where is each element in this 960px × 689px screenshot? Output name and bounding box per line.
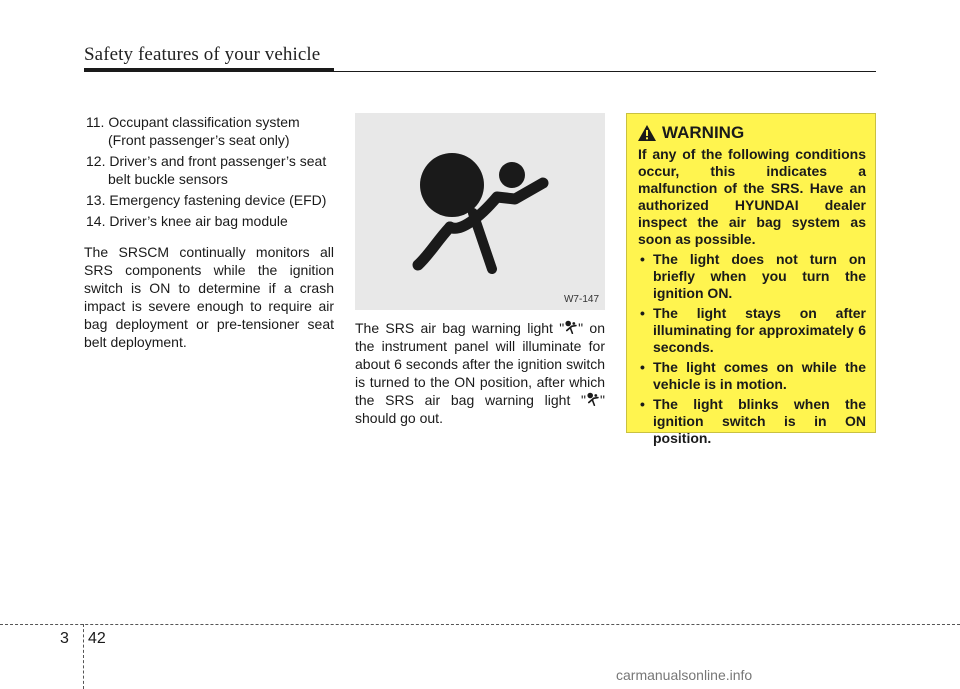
header-rule-thick [84,68,334,72]
srscm-paragraph: The SRSCM continually monitors all SRS components while the ignition switch is ON to determine if a crash impact is severe enough to require air bag deployment or pre-tensioner seat belt deployment. [84,244,334,350]
srs-text-part-3: " should go out. [355,392,605,426]
warning-intro: If any of the following conditions occur, this indicates a malfunction of the SRS. Have an authorized HYUNDAI dealer inspect the air bag system as soon as possible. [638,146,866,247]
warning-bullet: • The light stays on after illuminating for approximately 6 seconds. [638,305,866,356]
middle-column [355,319,605,427]
footer-vertical-divider [83,624,84,689]
footer-divider [0,624,960,625]
srs-text-part-2: " on the instrument panel will illuminate for about 6 seconds after the ignition switch is turned to the ON position, after which the SRS air bag warning light " [355,320,605,408]
chapter-number: 3 [60,630,69,647]
srs-text-part-1: The SRS air bag warning light " [355,320,565,336]
list-item: 11. Occupant classification system (Front passenger’s seat only) [86,114,300,148]
airbag-warning-icon [564,320,578,334]
warning-triangle-icon [638,125,656,141]
airbag-figure [355,113,605,310]
warning-bullets [638,251,866,447]
warning-box [626,113,876,446]
list-item: 13. Emergency fastening device (EFD) [86,192,327,208]
list-item: 14. Driver’s knee air bag module [86,213,288,229]
page-header-title: Safety features of your vehicle [84,44,321,65]
warning-header [638,124,866,141]
warning-bullet: • The light does not turn on briefly when you turn the ignition ON. [638,251,866,302]
page-number: 42 [88,630,106,647]
header-rule-thin [334,71,876,72]
list-item: 12. Driver’s and front passenger’s seat belt buckle sensors [86,153,327,187]
airbag-warning-icon [586,392,600,406]
warning-title: WARNING [662,123,745,142]
airbag-warning-icon [355,113,605,310]
watermark: carmanualsonline.info [616,667,753,683]
left-column [84,113,334,351]
warning-bullet: • The light comes on while the vehicle is in motion. [638,359,866,393]
figure-caption: W7-147 [563,294,599,305]
warning-bullet: • The light blinks when the ignition switch is in ON position. [638,396,866,447]
